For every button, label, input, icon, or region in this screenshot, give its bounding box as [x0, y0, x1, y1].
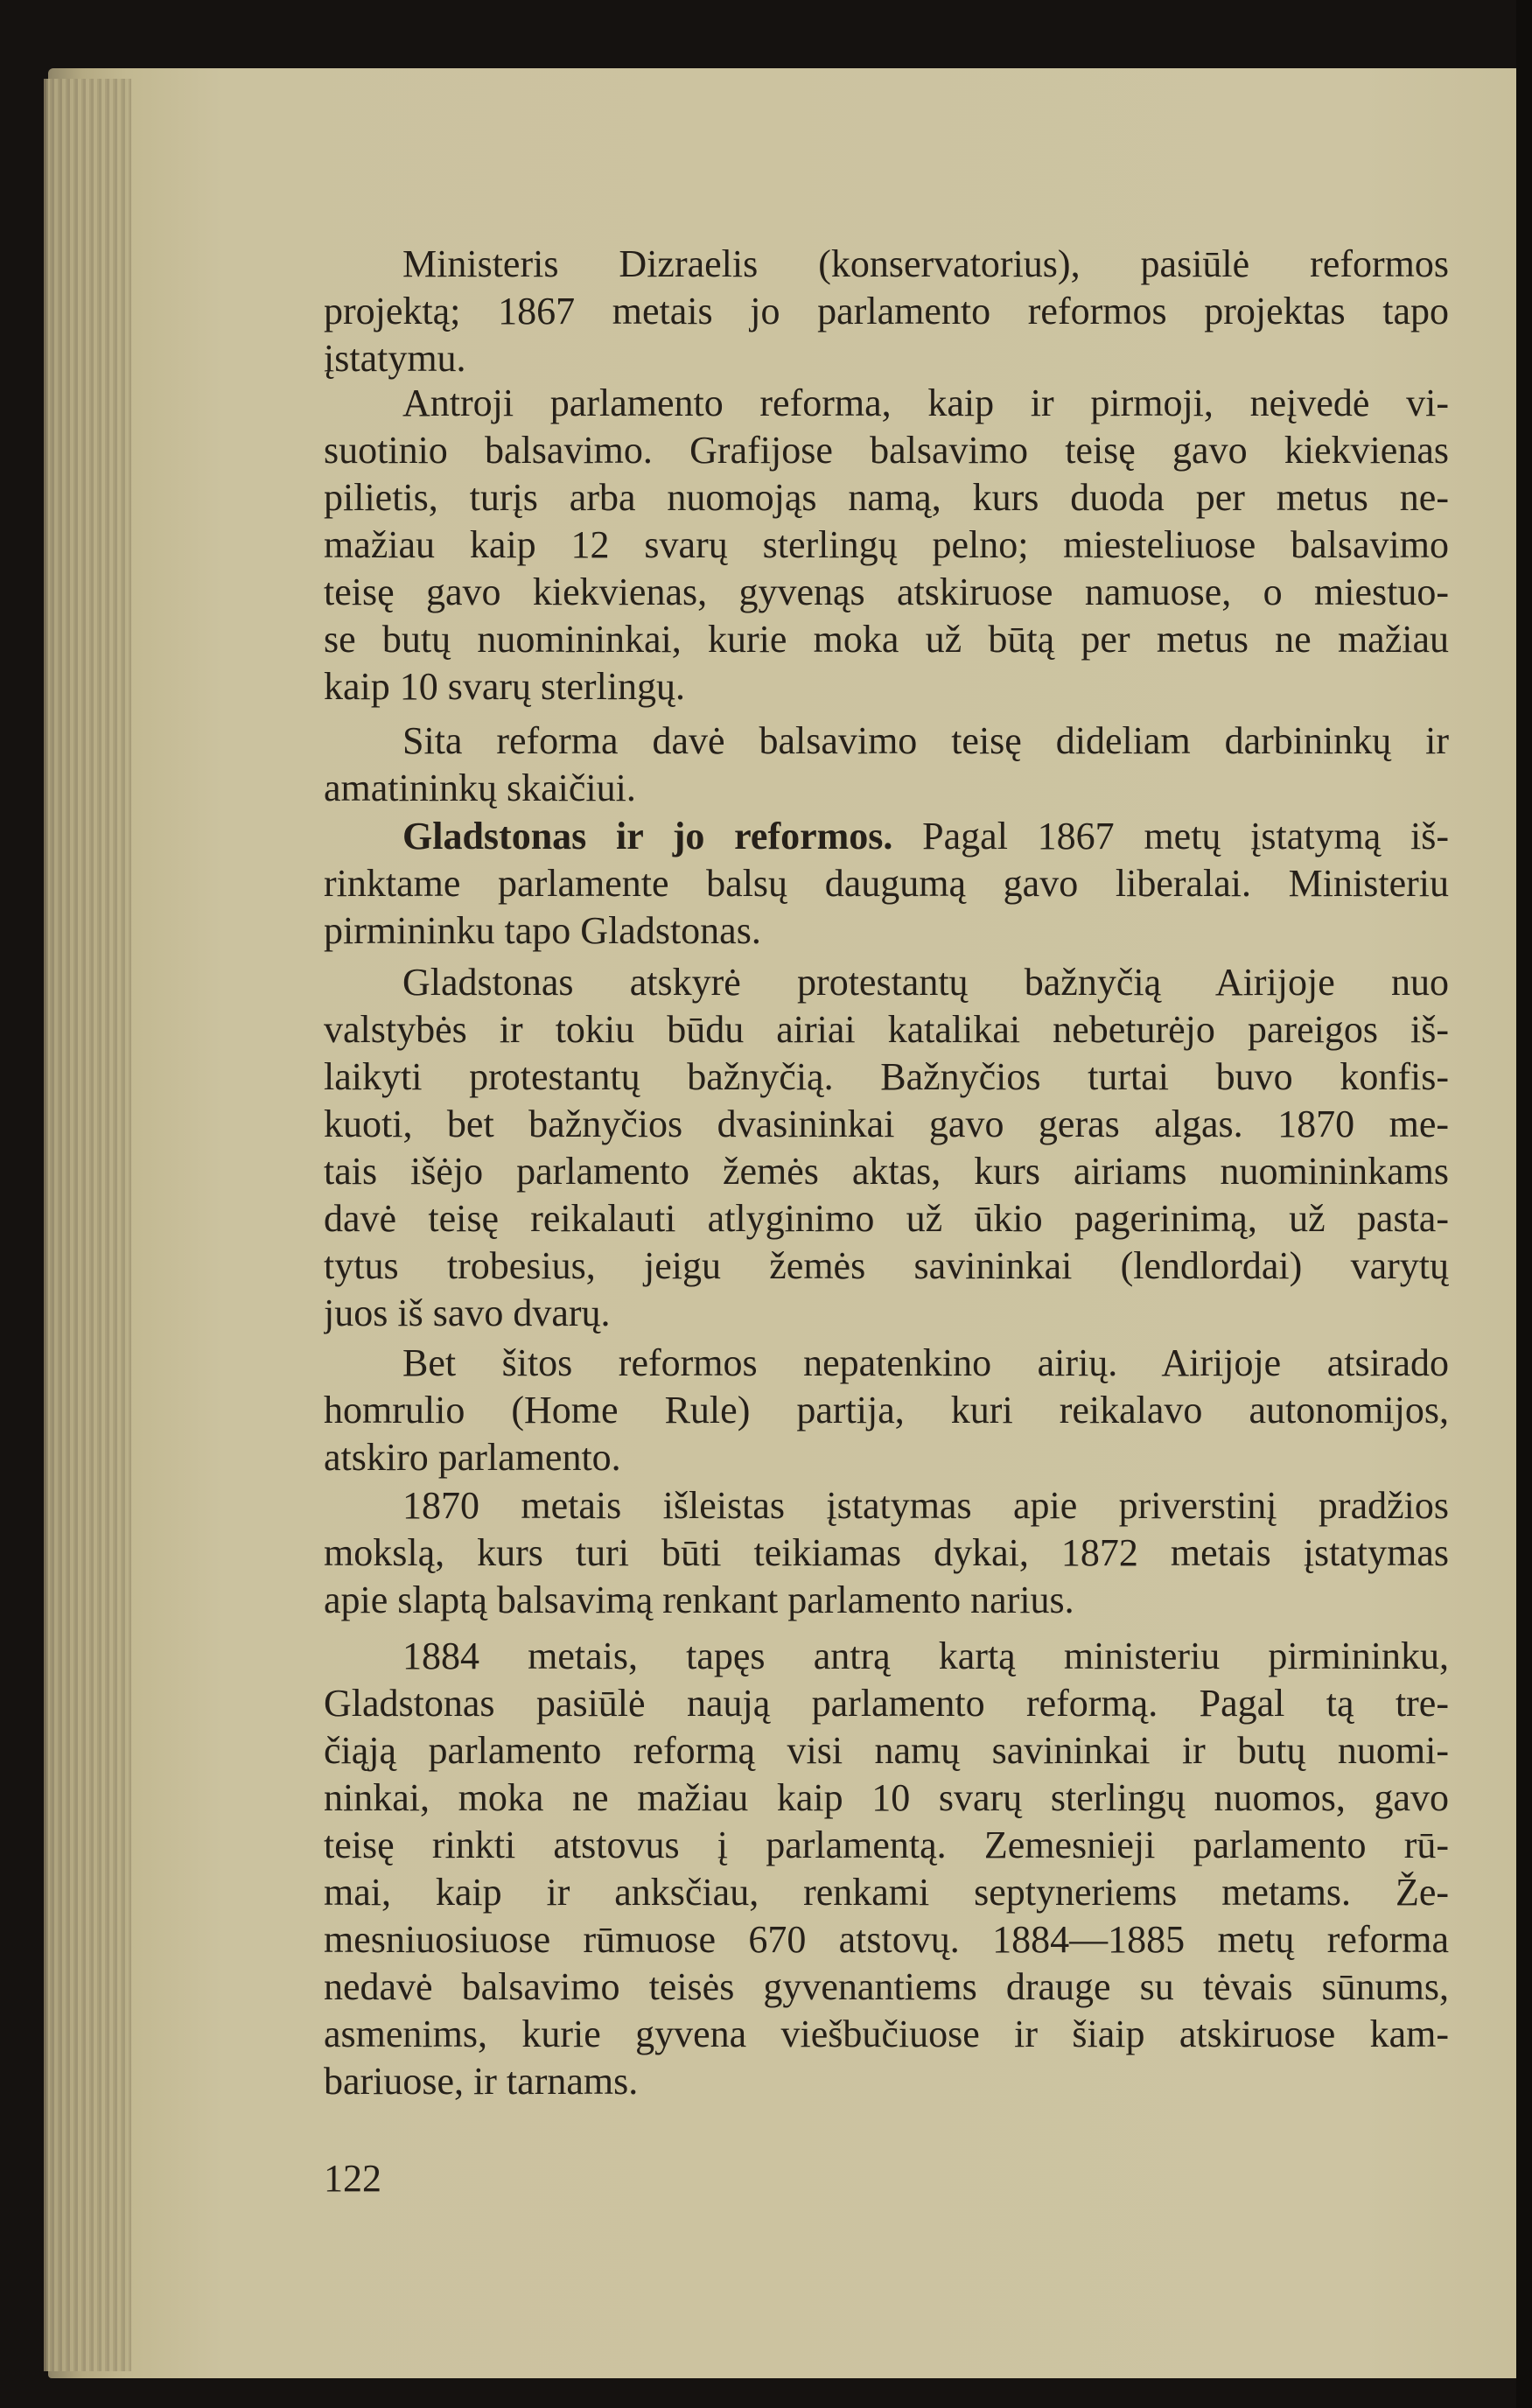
text-line: homrulio (Home Rule) partija, kuri reikalavo autonomijos,: [324, 1389, 1449, 1432]
text-line: tais išėjo parlamento žemės aktas, kurs airiams nuomininkams: [324, 1150, 1449, 1193]
text-line: apie slaptą balsavimą renkant parlamento narius.: [324, 1578, 1074, 1621]
text-line: Bet šitos reformos nepatenkino airių. Airijoje atsirado: [402, 1341, 1449, 1384]
text-line: asmenims, kurie gyvena viešbučiuose ir šiaip atskiruose kam-: [324, 2012, 1449, 2055]
text-line: davė teisę reikalauti atlyginimo už ūkio pagerinimą, už pasta-: [324, 1197, 1449, 1240]
text-line: tytus trobesius, jeigu žemės savininkai (lendlordai) varytų: [324, 1244, 1449, 1287]
paragraph: [324, 718, 1449, 812]
paragraph: [324, 813, 1449, 955]
text-line: Sita reforma davė balsavimo teisę dideliam darbininkų ir: [402, 719, 1449, 762]
page-stack-edge: [44, 79, 131, 2371]
text-line: Gladstonas pasiūlė naują parlamento reformą. Pagal tą tre-: [324, 1682, 1449, 1725]
text-line: rinktame parlamente balsų daugumą gavo liberalai. Ministeriu: [324, 862, 1449, 905]
text-line: mesniuosiuose rūmuose 670 atstovų. 1884—1885 metų reforma: [324, 1918, 1449, 1961]
text-line: Gladstonas atskyrė protestantų bažnyčią Airijoje nuo: [402, 961, 1449, 1004]
text-line: [324, 813, 1449, 860]
line-text: Pagal 1867 metų įstatymą iš-: [922, 815, 1449, 858]
page-number: 122: [324, 2157, 381, 2200]
text-line: suotinio balsavimo. Grafijose balsavimo teisę gavo kiekvienas: [324, 429, 1449, 472]
section-heading: Gladstonas ir jo reformos.: [402, 815, 893, 858]
paragraph: [324, 1633, 1449, 2105]
text-line: laikyti protestantų bažnyčią. Bažnyčios turtai buvo konfis-: [324, 1055, 1449, 1098]
paragraph: [324, 1340, 1449, 1481]
text-line: kuoti, bet bažnyčios dvasininkai gavo geras algas. 1870 me-: [324, 1102, 1449, 1145]
text-line: mai, kaip ir anksčiau, renkami septyneriems metams. Že-: [324, 1871, 1449, 1914]
text-line: čiąją parlamento reformą visi namų savininkai ir butų nuomi-: [324, 1729, 1449, 1772]
paragraph: [324, 380, 1449, 710]
text-line: 1884 metais, tapęs antrą kartą ministeriu pirmininku,: [402, 1634, 1449, 1677]
text-line: se butų nuomininkai, kurie moka už būtą per metus ne mažiau: [324, 618, 1449, 661]
text-line: amatininkų skaičiui.: [324, 766, 636, 809]
text-line: juos iš savo dvarų.: [324, 1292, 611, 1334]
text-line: ninkai, moka ne mažiau kaip 10 svarų sterlingų nuomos, gavo: [324, 1776, 1449, 1819]
text-line: kaip 10 svarų sterlingų.: [324, 665, 686, 708]
text-line: bariuose, ir tarnams.: [324, 2060, 639, 2103]
text-line: teisę rinkti atstovus į parlamentą. Zemesnieji parlamento rū-: [324, 1824, 1449, 1866]
text-line: atskiro parlamento.: [324, 1436, 621, 1479]
text-line: projektą; 1867 metais jo parlamento reformos projektas tapo: [324, 290, 1449, 332]
text-line: teisę gavo kiekvienas, gyvenąs atskiruose namuose, o miestuo-: [324, 570, 1449, 613]
text-line: 1870 metais išleistas įstatymas apie priverstinį pradžios: [402, 1484, 1449, 1527]
text-line: Antroji parlamento reforma, kaip ir pirmoji, neįvedė vi-: [402, 382, 1449, 424]
text-line: pilietis, turįs arba nuomojąs namą, kurs duoda per metus ne-: [324, 476, 1449, 519]
paragraph: [324, 241, 1449, 382]
text-line: pirmininku tapo Gladstonas.: [324, 909, 761, 952]
text-line: mokslą, kurs turi būti teikiamas dykai, 1872 metais įstatymas: [324, 1531, 1449, 1574]
text-line: valstybės ir tokiu būdu airiai katalikai nebeturėjo pareigos iš-: [324, 1008, 1449, 1051]
text-line: mažiau kaip 12 svarų sterlingų pelno; miesteliuose balsavimo: [324, 523, 1449, 566]
text-line: Ministeris Dizraelis (konservatorius), pasiūlė reformos: [402, 242, 1449, 285]
text-line: nedavė balsavimo teisės gyvenantiems drauge su tėvais sūnums,: [324, 1965, 1449, 2008]
paragraph: [324, 959, 1449, 1337]
scan-border: [1516, 0, 1532, 2408]
text-line: įstatymu.: [324, 337, 466, 380]
paragraph: [324, 1482, 1449, 1624]
